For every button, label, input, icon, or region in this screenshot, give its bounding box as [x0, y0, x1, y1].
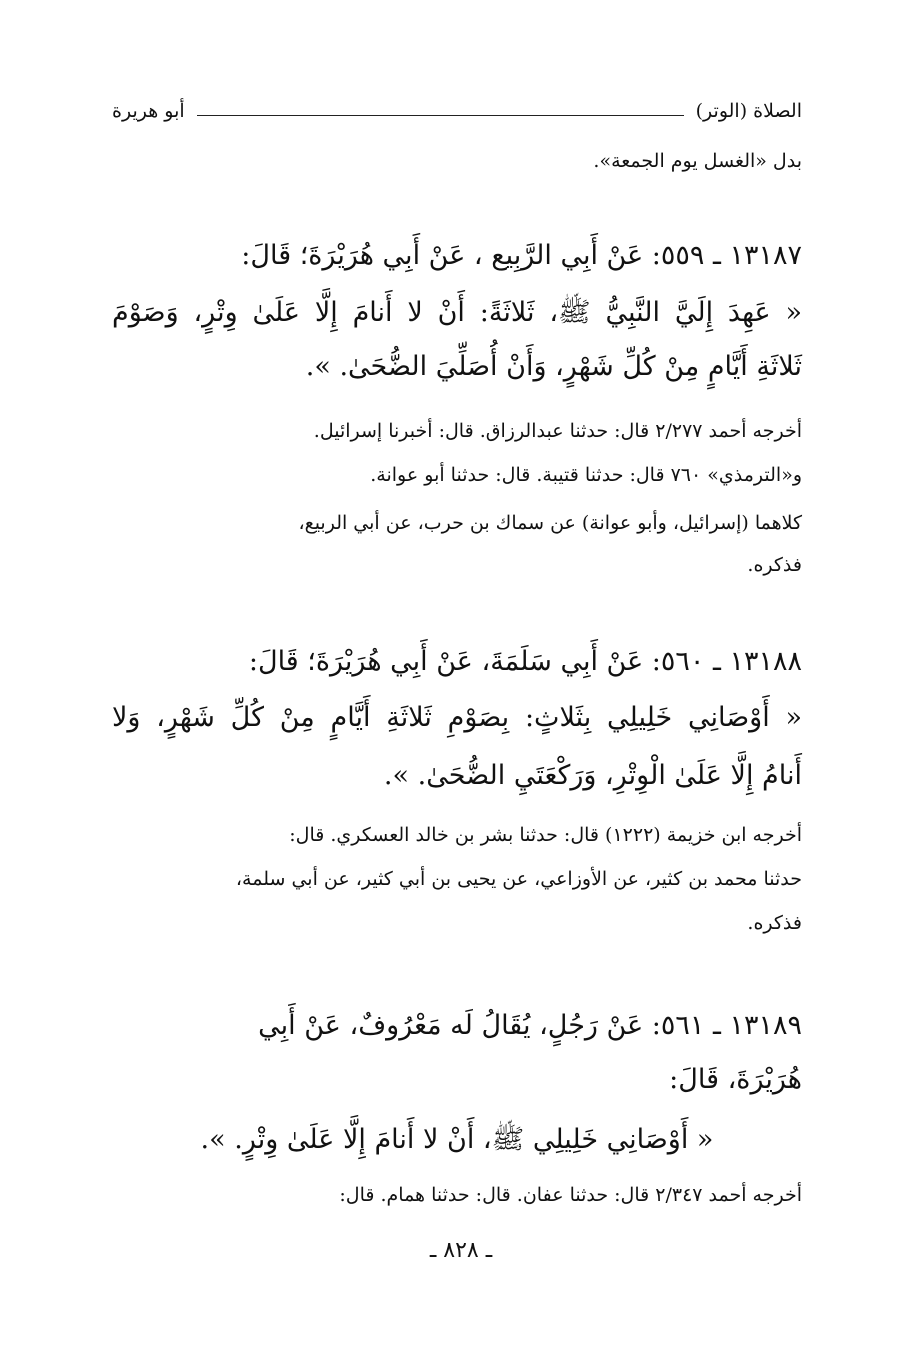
takhrij-line: و«الترمذي» ٧٦٠ قال: حدثنا قتيبة. قال: حدثنا أبو عوانة.	[370, 464, 802, 486]
page-header	[112, 96, 802, 126]
header-chapter-title: الصلاة (الوتر)	[695, 100, 802, 122]
takhrij-line: أخرجه أحمد ٢/٣٤٧ قال: حدثنا عفان. قال: حدثنا همام. قال:	[339, 1184, 802, 1206]
hadith-text-line: « أَوْصَانِي خَلِيلِي بِثَلاثٍ: بِصَوْمِ ثَلاثَةِ أَيَّامٍ مِنْ كُلِّ شَهْرٍ، وَلا	[112, 702, 802, 733]
hadith-heading: ١٣١٨٩ ـ ٥٦١: عَنْ رَجُلٍ، يُقَالُ لَه مَعْرُوفٌ، عَنْ أَبِي	[258, 1010, 802, 1041]
hadith-text-line: أَنامُ إِلَّا عَلَىٰ الْوِتْرِ، وَرَكْعَتَيِ الضُّحَىٰ. ».	[383, 760, 802, 791]
hadith-text-line: ثَلاثَةِ أَيَّامٍ مِنْ كُلِّ شَهْرٍ، وَأَنْ أُصَلِّيَ الضُّحَىٰ. ».	[305, 351, 802, 382]
takhrij-line: حدثنا محمد بن كثير، عن الأوزاعي، عن يحيى بن أبي كثير، عن أبي سلمة،	[235, 868, 802, 890]
takhrij-line: فذكره.	[747, 554, 802, 576]
takhrij-line: أخرجه ابن خزيمة (١٢٢٢) قال: حدثنا بشر بن خالد العسكري. قال:	[289, 824, 802, 846]
hadith-heading: ١٣١٨٧ ـ ٥٥٩: عَنْ أَبِي الرَّبِيع ، عَنْ أَبِي هُرَيْرَةَ؛ قَالَ:	[241, 240, 802, 271]
intro-line: بدل «الغسل يوم الجمعة».	[593, 150, 802, 172]
hadith-text-line: « عَهِدَ إِلَيَّ النَّبِيُّ ﷺ، ثَلاثَةً: أَنْ لا أَنامَ إِلَّا عَلَىٰ وِتْرٍ، وَصَوْمَ	[112, 297, 802, 328]
hadith-text-line: « أَوْصَانِي خَلِيلِي ﷺ، أَنْ لا أَنامَ إِلَّا عَلَىٰ وِتْرٍ. ».	[200, 1124, 714, 1155]
takhrij-line: أخرجه أحمد ٢/٢٧٧ قال: حدثنا عبدالرزاق. قال: أخبرنا إسرائيل.	[313, 420, 802, 442]
takhrij-line: فذكره.	[747, 912, 802, 934]
header-narrator-title: أبو هريرة	[112, 100, 185, 122]
hadith-text-line: هُرَيْرَةَ، قَالَ:	[669, 1064, 802, 1095]
takhrij-line: كلاهما (إسرائيل، وأبو عوانة) عن سماك بن حرب، عن أبي الربيع،	[298, 512, 802, 534]
page-number: ـ ٨٢٨ ـ	[429, 1238, 493, 1263]
hadith-heading: ١٣١٨٨ ـ ٥٦٠: عَنْ أَبِي سَلَمَةَ، عَنْ أَبِي هُرَيْرَةَ؛ قَالَ:	[248, 646, 802, 677]
header-rule	[197, 115, 684, 116]
